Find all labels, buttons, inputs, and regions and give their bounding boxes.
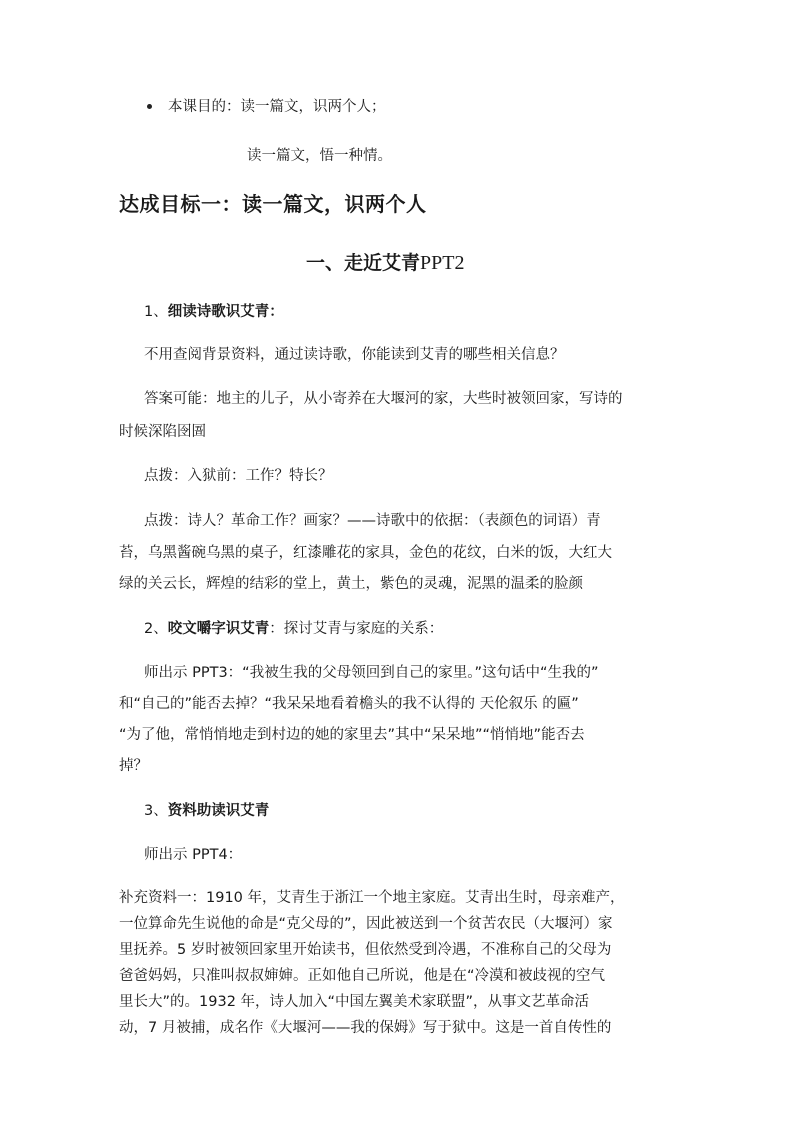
section2-line-1: 师出示 PPT3：“我被生我的父母领回到自己的家里。”这句话中“生我的” [144, 665, 599, 681]
section2-line-3: “为了他，常悄悄地走到村边的她的家里去”其中“呆呆地”“悄悄地”能否去 [119, 727, 585, 743]
section1-hint-2-line-2: 苔，乌黑酱碗乌黑的桌子，红漆雕花的家具，金色的花纹，白米的饭，大红大 [119, 545, 612, 561]
section2-line-2: 和“自己的”能否去掉？“我呆呆地看着檐头的我不认得的 天伦叙乐 的匾” [119, 696, 579, 712]
section3-title: 资料助读识艾青 [167, 803, 270, 819]
section2-heading [144, 619, 443, 639]
section1-title: 细读诗歌识艾青： [167, 304, 284, 320]
section3-number: 3、 [144, 803, 168, 819]
section3-heading [144, 801, 269, 821]
section1-answer-line-2: 时候深陷囹圄 [119, 424, 206, 440]
section2-line-4: 掉？ [119, 758, 148, 774]
material-line-5: 里长大”的。1932 年，诗人加入“中国左翼美术家联盟”，从事文艺革命活 [119, 994, 590, 1010]
section1-number: 1、 [144, 304, 168, 320]
section1-hint-1: 点拨：入狱前：工作？特长？ [144, 468, 333, 484]
section2-number: 2、 [144, 621, 168, 637]
objective-line-1: 本课目的：读一篇文，识两个人； [168, 99, 386, 115]
material-line-4: 爸爸妈妈，只准叫叔叔婶婶。正如他自己所说，他是在“冷漠和被歧视的空气 [119, 968, 606, 984]
section3-intro: 师出示 PPT4： [144, 847, 243, 863]
section1-heading [144, 302, 284, 322]
section2-subtitle: ：探讨艾青与家庭的关系： [269, 621, 444, 637]
section2-title: 咬文嚼字识艾青 [167, 621, 270, 637]
goal-heading: 达成目标一：读一篇文，识两个人 [119, 192, 427, 216]
bullet-icon [147, 104, 152, 109]
material-line-3: 里抚养。5 岁时被领回家里开始读书，但依然受到冷遇，不准称自己的父母为 [119, 942, 612, 958]
section1-hint-2-line-1: 点拨：诗人？革命工作？画家？——诗歌中的依据：（表颜色的词语）青 [144, 513, 601, 529]
objective-line-2: 读一篇文，悟一种情。 [247, 148, 392, 164]
section1-answer-line-1: 答案可能：地主的儿子，从小寄养在大堰河的家，大些时被领回家，写诗的 [144, 391, 623, 407]
material-line-1: 补充资料一：1910 年，艾青生于浙江一个地主家庭。艾青出生时，母亲难产， [119, 890, 625, 906]
part-heading-ppt: PPT2 [420, 252, 465, 274]
part-heading [306, 250, 464, 276]
section1-hint-2-line-3: 绿的关云长，辉煌的结彩的堂上，黄土，紫色的灵魂，泥黑的温柔的脸颜 [119, 576, 583, 592]
section1-question: 不用查阅背景资料，通过读诗歌，你能读到艾青的哪些相关信息？ [144, 347, 565, 363]
part-heading-text: 一、走近艾青 [306, 252, 421, 274]
material-line-6: 动，7 月被捕，成名作《大堰河——我的保姆》写于狱中。这是一首自传性的 [119, 1020, 612, 1036]
material-line-2: 一位算命先生说他的命是“克父母的”，因此被送到一个贫苦农民（大堰河）家 [119, 916, 613, 932]
